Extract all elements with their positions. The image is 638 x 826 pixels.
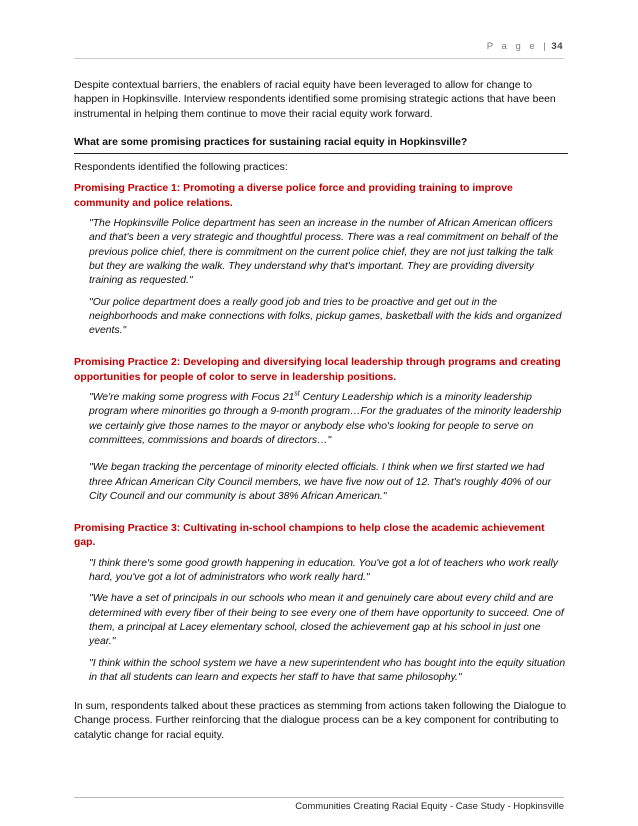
ordinal-superscript: st <box>294 390 300 398</box>
conclusion-paragraph: In sum, respondents talked about these practices as stemming from actions taken following the Dialogue to Change process. Further reinforcing that the dialogue process can be a key component for contributing to catalytic change for racial equity. <box>74 701 567 741</box>
practice-1-heading: Promising Practice 1: Promoting a diverse police force and providing training to improve community and police relations. <box>74 183 513 209</box>
section-question: What are some promising practices for sustaining racial equity in Hopkinsville? <box>74 136 568 154</box>
practice-1-quote-1: "The Hopkinsville Police department has seen an increase in the number of African American officers and that's been a very strategic and thoughtful process. There was a real commitment on behalf of the previous police chief, there is commitment on the current police chief, they are not just talking the talk but they are walking the walk. They understand why that's important. They are providing diversity training as requested." <box>89 218 559 287</box>
practice-3-quote-1: "I think there's some good growth happening in education. You've got a lot of teachers who work really hard, you've got a lot of administrators who work really hard." <box>89 557 558 584</box>
lead-sentence: Respondents identified the following practices: <box>74 162 288 174</box>
practice-2-quote-1-end: Century Leadership which is a minority leadership program where minorities go through a 9-month program…For the graduates of the minority leadership we certainly give those names to the mayor or anybody else who's looking for people to serve on committees, commissions and boards of directors…" <box>89 392 562 446</box>
practice-3-quote-3: "I think within the school system we have a new superintendent who has bought into the equity situation in that all students can learn and expects her staff to have that same philosophy." <box>89 657 566 683</box>
footer-text: Communities Creating Racial Equity - Case Study - Hopkinsville <box>295 801 564 812</box>
header-rule <box>74 58 564 59</box>
footer-rule <box>74 797 564 798</box>
page-number: 34 <box>551 41 563 52</box>
page-number-header <box>487 41 563 52</box>
practice-3-quote-2: "We have a set of principals in our schools who mean it and genuinely care about every child and are determined with every fiber of their being to see every one of them have opportunity to succeed. One of them, a principal at Lacey elementary school, closed the achievement gap at his school in just one year." <box>89 593 564 648</box>
practice-3-heading: Promising Practice 3: Cultivating in-school champions to help close the academic achievement gap. <box>74 523 545 549</box>
page-separator: | <box>543 41 546 52</box>
intro-paragraph: Despite contextual barriers, the enablers of racial equity have been leveraged to allow for change to happen in Hopkinsville. Interview respondents identified some promising strategic actions that have been instrumental in helping them continue to move their racial equity work forward. <box>74 80 556 120</box>
practice-1-quote-2: "Our police department does a really good job and tries to be proactive and get out in the neighborhoods and make connections with folks, pickup games, basketball with the kids and organized events." <box>89 296 562 337</box>
practice-2-quote-1 <box>89 391 568 448</box>
practice-2-quote-1-start: "We're making some progress with Focus 21 <box>89 392 295 404</box>
page-label: P a g e <box>486 41 538 52</box>
practice-2-heading: Promising Practice 2: Developing and diversifying local leadership through programs and creating opportunities for people of color to serve in leadership positions. <box>74 357 561 383</box>
practice-2-quote-2: "We began tracking the percentage of minority elected officials. I think when we first started we had three African American City Council members, we have five now out of 12. That's roughly 40% of our City Council and our community is about 38% African American." <box>89 462 552 502</box>
document-body <box>74 79 568 743</box>
